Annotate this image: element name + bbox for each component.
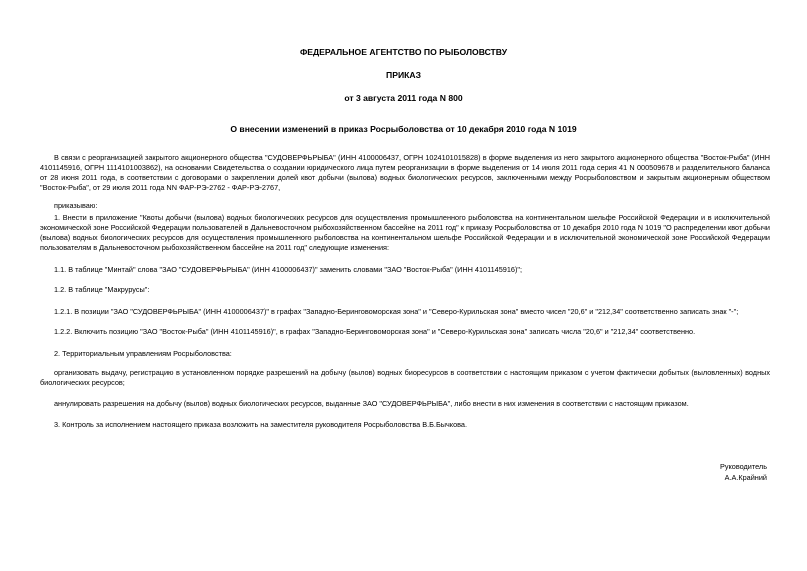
doc-type-heading: ПРИКАЗ	[386, 70, 421, 80]
agency-heading: ФЕДЕРАЛЬНОЕ АГЕНТСТВО ПО РЫБОЛОВСТВУ	[299, 47, 508, 57]
preamble-paragraph: В связи с реорганизацией закрытого акционерного общества "СУДОВЕРФЬРЫБА" (ИНН 4100006437, ОГРН 1024101015828) в форме выделения из него закрытого акционерного общества "Восток-Рыба" (ИНН 4101145916, ОГРН 1114101003862), на основании Свидетельства о создании юридического лица путем реорганизации в форме выделения от 14 июля 2011 года серия 41 N 000509678 и разделительного баланса от 28 июня 2011 года, в соответствии с договорами о закреплении долей квот добычи (вылова) водных биологических ресурсов, заключенными между Росрыболовством и закрытым акционерным обществом "Восток-Рыба", от 29 июля 2011 года NN ФАР-РЭ-2762 - ФАР-РЭ-2767,	[40, 153, 770, 192]
item-1-2-2-paragraph: 1.2.2. Включить позицию "ЗАО "Восток-Рыба" (ИНН 4101145916)", в графах "Западно-Беринговоморская зона" и "Северо-Курильская зона" записать числа "20,6" и "212,34" соответственно.	[54, 327, 696, 336]
item-2-paragraph: 2. Территориальным управлениям Росрыболовства:	[54, 349, 232, 358]
item-1-paragraph: 1. Внести в приложение "Квоты добычи (вылова) водных биологических ресурсов для осуществления промышленного рыболовства на континентальном шельфе Российской Федерации и в исключительной экономической зоне Российской Федерации пользователей в Дальневосточном рыбохозяйственном бассейне на 2011 год" к приказу Росрыболовства от 10 декабря 2010 года N 1019 "О распределении квот добычи (вылова) водных биологических ресурсов для осуществления промышленного рыболовства на континентальном шельфе Российской Федерации и в исключительной экономической зоне Российской Федерации пользователям в Дальневосточном рыбохозяйственном бассейне на 2011 год" следующие изменения:	[40, 213, 770, 252]
date-number-heading: от 3 августа 2011 года N 800	[344, 93, 463, 103]
item-3-paragraph: 3. Контроль за исполнением настоящего приказа возложить на заместителя руководителя Росрыболовства В.Б.Бычкова.	[54, 420, 468, 429]
signature-position: Руководитель	[719, 462, 767, 471]
signature-name: А.А.Крайний	[724, 473, 767, 482]
order-word: приказываю:	[54, 201, 98, 210]
item-1-2-1-paragraph: 1.2.1. В позиции "ЗАО "СУДОВЕРФЬРЫБА" (ИНН 4100006437)" в графах "Западно-Беринговоморская зона" и "Северо-Курильская зона" вместо чисел "20,6" и "212,34" соответственно записать знак "-";	[54, 307, 739, 316]
item-1-1-paragraph: 1.1. В таблице "Минтай" слова "ЗАО "СУДОВЕРФЬРЫБА" (ИНН 4100006437)" заменить словами "ЗАО "Восток-Рыба" (ИНН 4101145916)";	[54, 265, 523, 274]
item-2-a-paragraph: организовать выдачу, регистрацию в установленном порядке разрешений на добычу (вылов) водных биоресурсов в соответствии с настоящим приказом с учетом фактически добытых (выловленных) водных биологических ресурсов;	[40, 368, 770, 387]
item-2-b-paragraph: аннулировать разрешения на добычу (вылов) водных биологических ресурсов, выданные ЗАО "СУДОВЕРФЬРЫБА", либо внести в них изменения в соответствии с настоящим приказом.	[54, 399, 689, 408]
item-1-2-paragraph: 1.2. В таблице "Макрурусы":	[54, 285, 150, 294]
subject-heading: О внесении изменений в приказ Росрыболовства от 10 декабря 2010 года N 1019	[230, 124, 577, 134]
